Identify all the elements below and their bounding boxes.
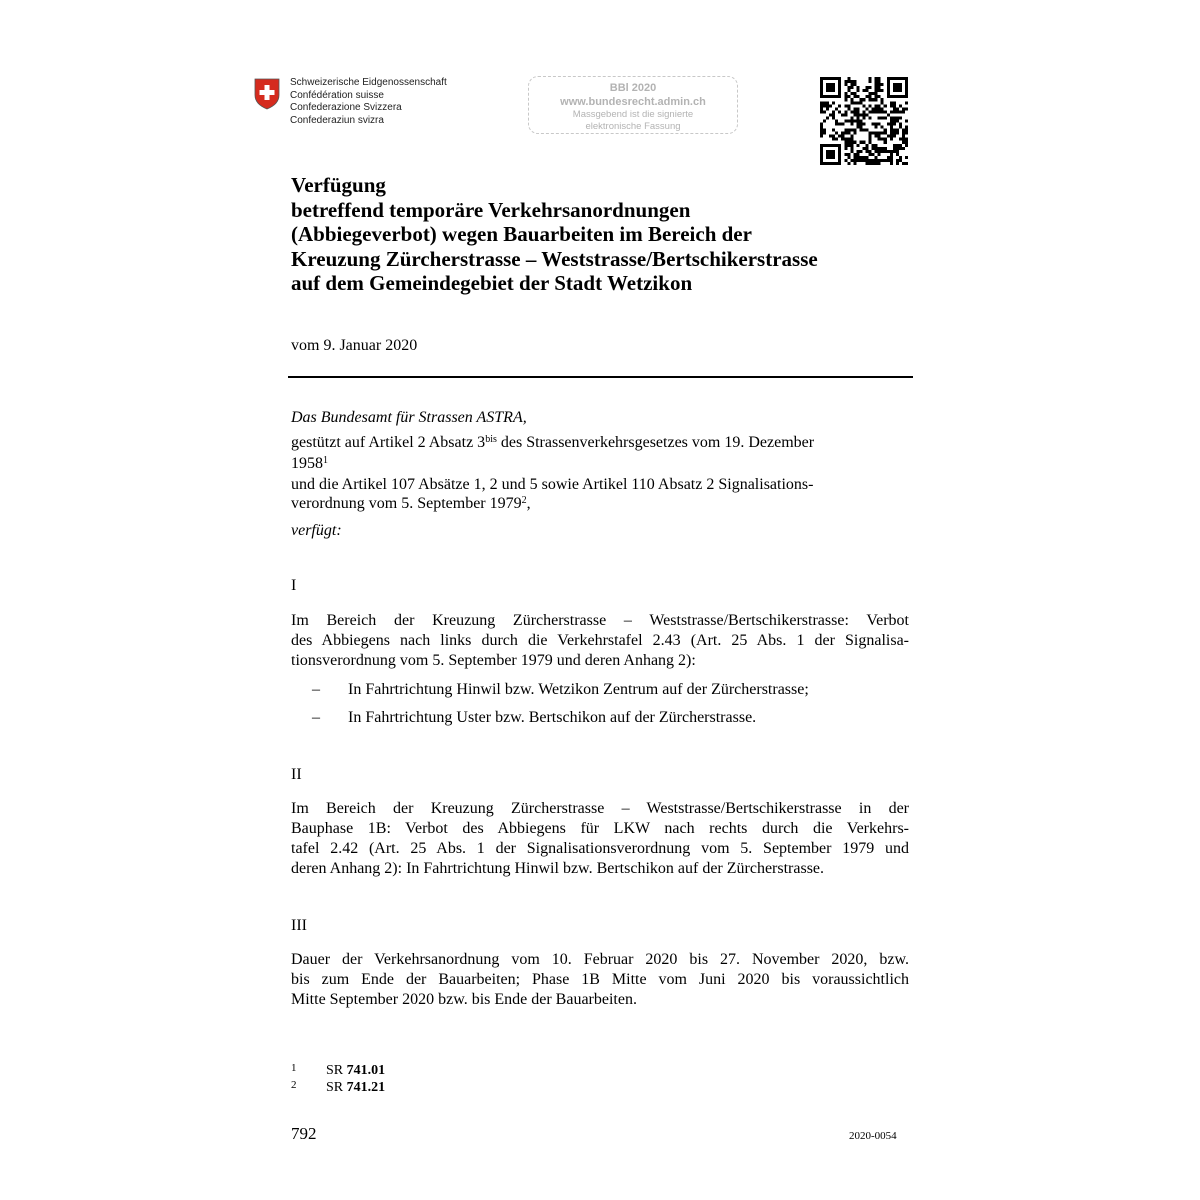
title-line: betreffend temporäre Verkehrsanordnungen [291, 197, 691, 222]
footnote-number: 2 [291, 1079, 297, 1091]
title-line: auf dem Gemeindegebiet der Stadt Wetzikon [291, 271, 693, 295]
decree-verb: verfügt: [291, 522, 342, 539]
section-2-line: Im Bereich der Kreuzung Zürcherstrasse – Weststrasse/Bertschikerstrasse in der [291, 800, 909, 817]
list-item: In Fahrtrichtung Uster bzw. Bertschikon auf der Zürcherstrasse. [348, 709, 757, 726]
title-line: Verfügung [291, 173, 386, 197]
stamp-gazette: BBl 2020 [609, 82, 657, 94]
legal-basis-2-cont: verordnung vom 5. September 1979$^2$, [291, 495, 531, 512]
section-1-line: Im Bereich der Kreuzung Zürcherstrasse – Weststrasse/Bertschikerstrasse: Verbot [291, 612, 909, 629]
list-bullet: – [312, 709, 320, 726]
section-1-line: tionsverordnung vom 5. September 1979 und deren Anhang 2): [291, 652, 696, 669]
swiss-crest-icon [254, 78, 280, 110]
section-1-line: des Abbiegens nach links durch die Verkehrstafel 2.43 (Art. 25 Abs. 1 der Signalisa- [291, 632, 909, 649]
section-heading-3: III [291, 917, 307, 934]
confederation-name [290, 77, 447, 127]
document-title [291, 173, 931, 296]
list-bullet: – [312, 681, 320, 698]
section-3-line: bis zum Ende der Bauarbeiten; Phase 1B Mitte vom Juni 2020 bis voraussichtlich [291, 971, 909, 988]
section-heading-1: I [291, 577, 297, 594]
section-3-line: Mitte September 2020 bzw. bis Ende der Bauarbeiten. [291, 991, 637, 1008]
title-line: Kreuzung Zürcherstrasse – Weststrasse/Bertschikerstrasse [291, 246, 818, 271]
section-heading-2: II [291, 766, 302, 783]
document-date: vom 9. Januar 2020 [291, 337, 418, 354]
legal-basis-1-year: 1958$^1$ [291, 455, 328, 472]
stamp-url: www.bundesrecht.admin.ch [560, 96, 706, 108]
confederation-de: Schweizerische Eidgenossenschaft [290, 77, 447, 88]
qr-code-icon [820, 77, 908, 165]
section-2-text [291, 799, 909, 879]
footnote-text: SR 741.21 [326, 1080, 386, 1095]
footnote-number: 1 [291, 1062, 297, 1074]
section-1-text [291, 611, 909, 671]
section-2-line: tafel 2.42 (Art. 25 Abs. 1 der Signalisationsverordnung vom 5. September 1979 und [291, 840, 909, 857]
issuing-authority: Das Bundesamt für Strassen ASTRA, [291, 409, 527, 426]
document-number: 2020-0054 [849, 1130, 897, 1142]
confederation-it: Confederazione Svizzera [290, 102, 402, 113]
footnote-text: SR 741.01 [326, 1063, 386, 1078]
stamp-note-2: elektronische Fassung [585, 121, 681, 132]
confederation-fr: Confédération suisse [290, 89, 384, 101]
footnote-ref-2[interactable]: 2 [521, 495, 527, 506]
stamp-note-1: Massgebend ist die signierte [572, 109, 694, 120]
title-divider [288, 376, 913, 378]
confederation-rm: Confederaziun svizra [290, 114, 384, 126]
publication-stamp [528, 76, 738, 134]
section-2-line: Bauphase 1B: Verbot des Abbiegens für LKW nach rechts durch die Verkehrs- [291, 820, 909, 837]
page-number: 792 [291, 1124, 317, 1143]
legal-basis-2: und die Artikel 107 Absätze 1, 2 und 5 sowie Artikel 110 Absatz 2 Signalisations- [291, 476, 814, 493]
legal-basis-1: gestützt auf Artikel 2 Absatz $3^{bis}$ des Strassenverkehrsgesetzes vom 19. Dezember [291, 434, 815, 451]
section-3-line: Dauer der Verkehrsanordnung vom 10. Februar 2020 bis 27. November 2020, bzw. [291, 951, 909, 968]
section-3-text [291, 950, 909, 1010]
footnote-ref-1[interactable]: 1 [323, 455, 328, 466]
section-2-line: deren Anhang 2): In Fahrtrichtung Hinwil bzw. Bertschikon auf der Zürcherstrasse. [291, 860, 825, 877]
title-line: (Abbiegeverbot) wegen Bauarbeiten im Bereich der [291, 222, 752, 246]
list-item: In Fahrtrichtung Hinwil bzw. Wetzikon Zentrum auf der Zürcherstrasse; [348, 681, 809, 698]
